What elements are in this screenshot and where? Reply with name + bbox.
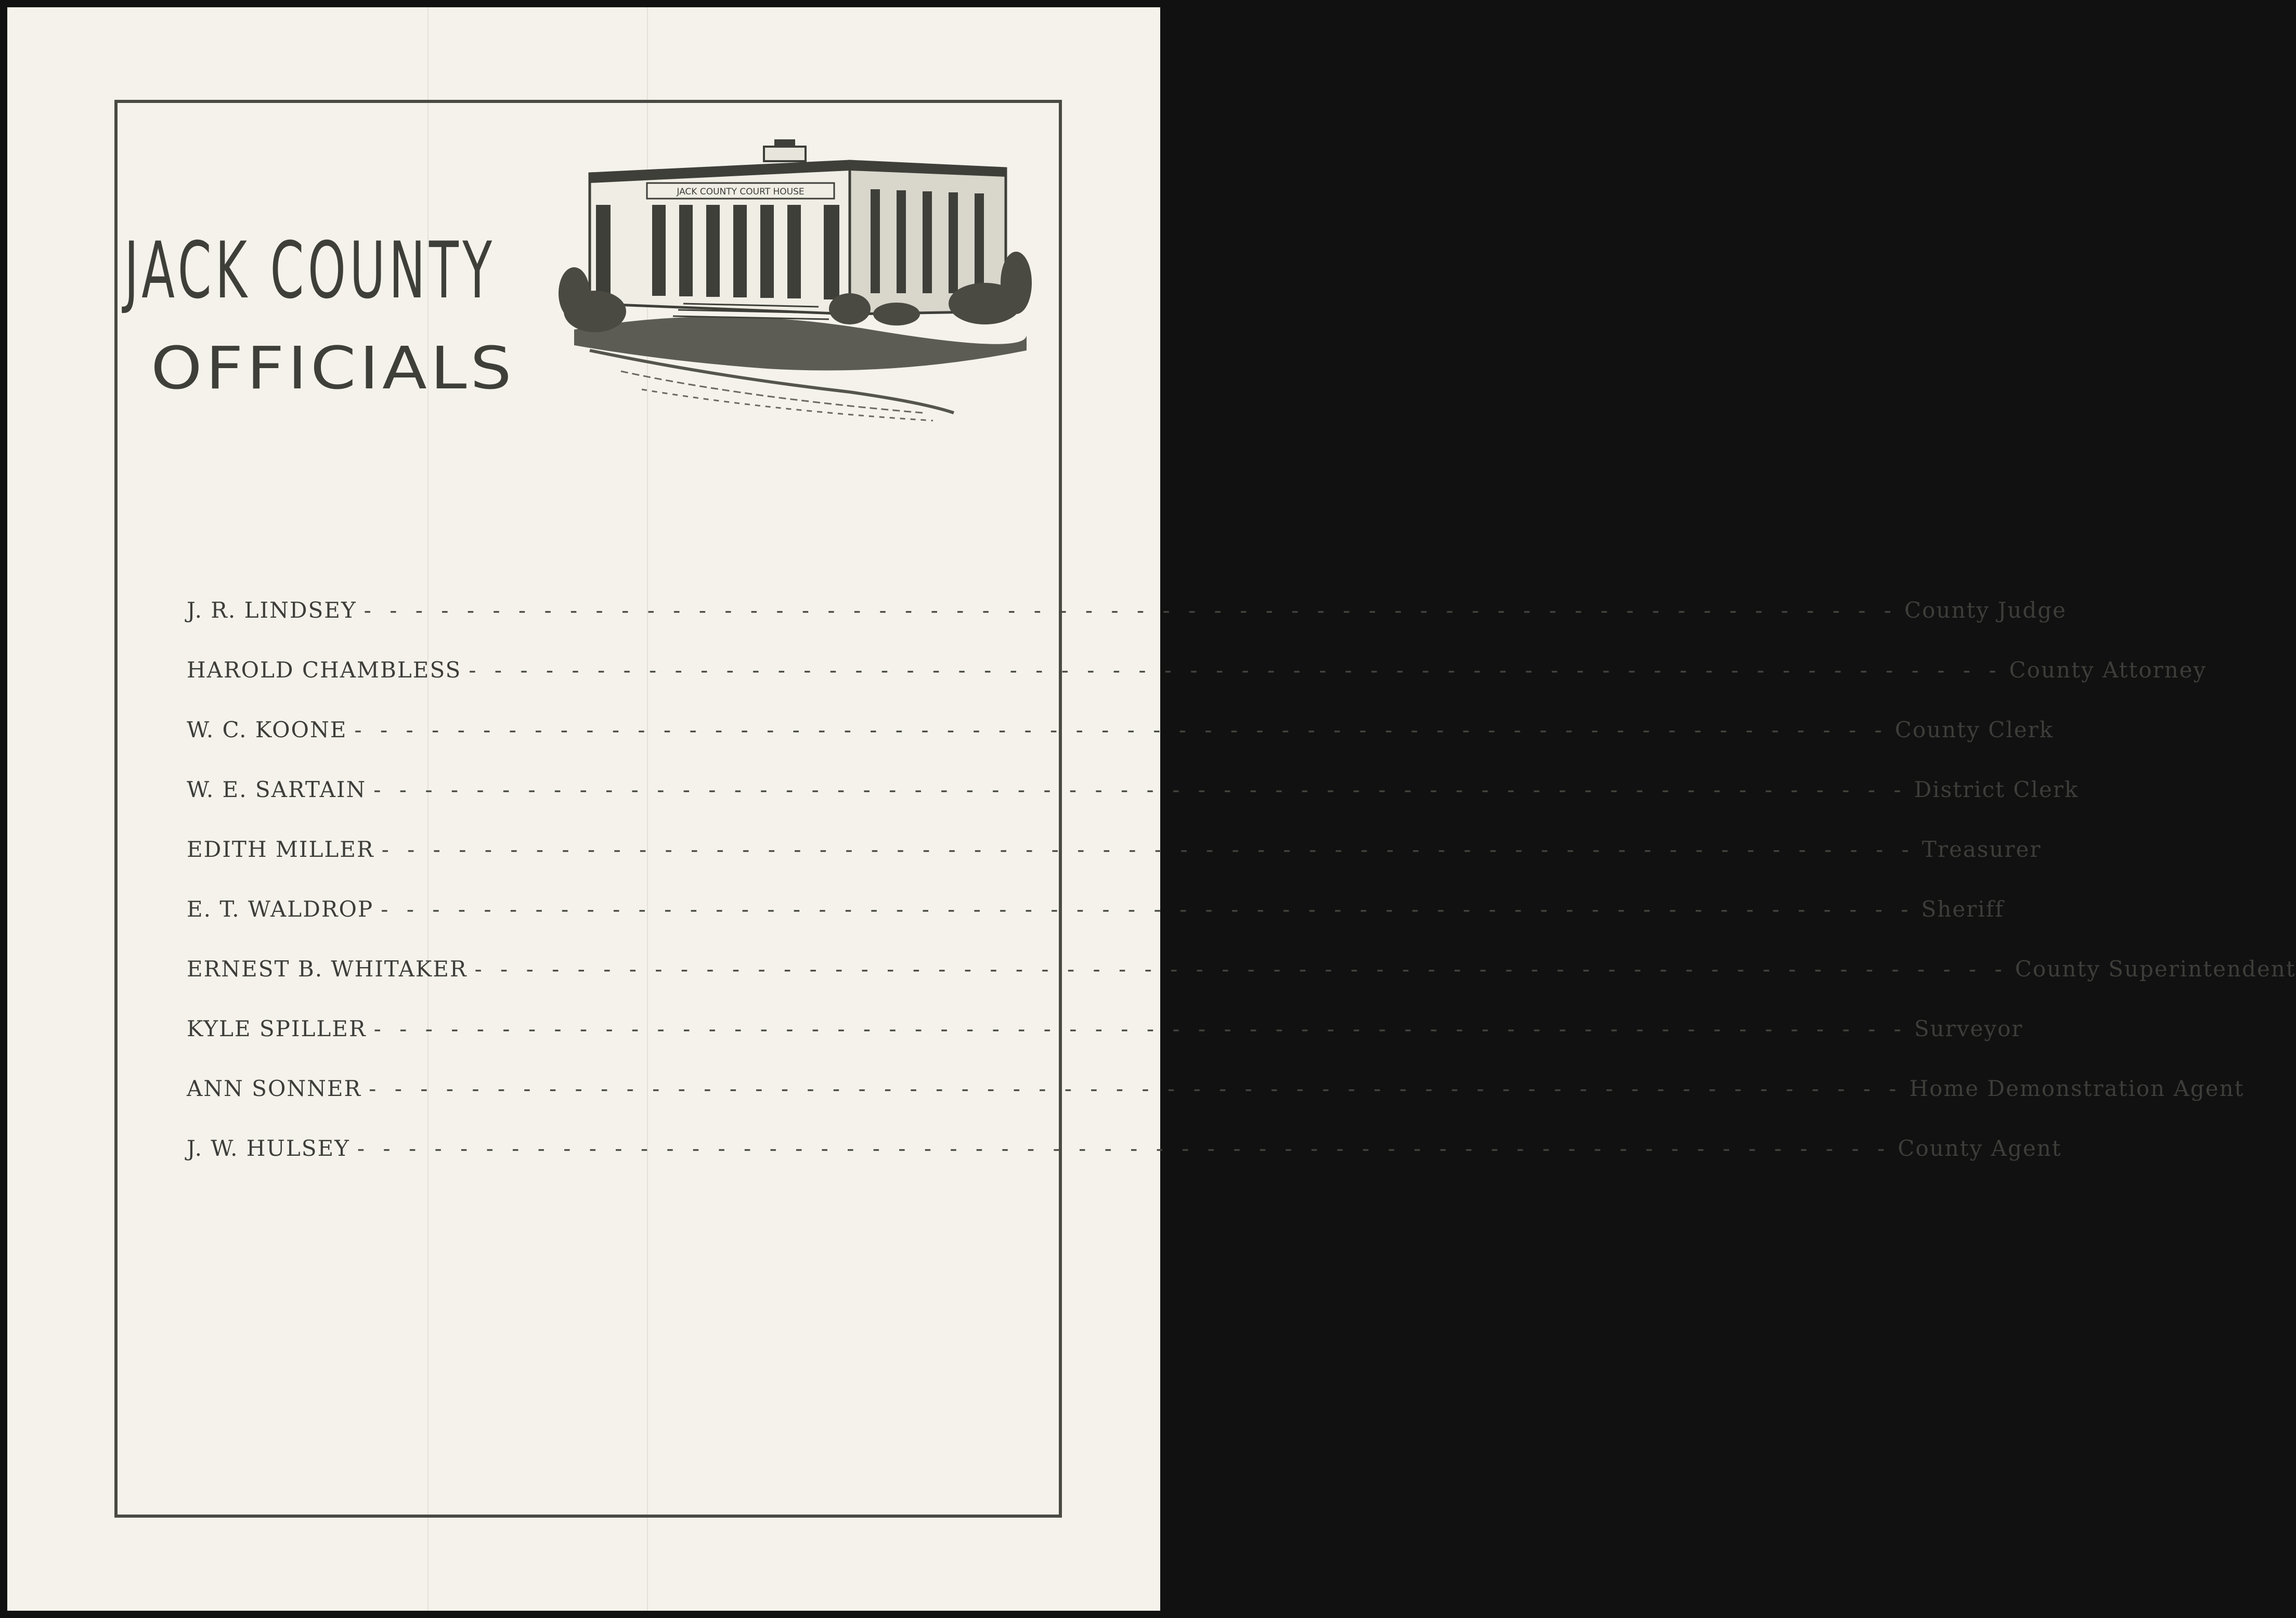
official-name: W. C. KOONE <box>187 717 347 742</box>
official-office: County Attorney <box>2009 657 2207 683</box>
official-row <box>187 1016 2023 1076</box>
official-row <box>187 1136 2062 1195</box>
dash-leader: - - - - - - - - - - - - - - - - - - - - - - - - - - - - - - - - - - - - - - - - - - - - - - - - - - - - - - - - - - - - <box>381 896 1914 922</box>
official-office: County Clerk <box>1895 717 2054 742</box>
official-row <box>187 657 2207 717</box>
official-office: County Superintendent <box>2015 956 2296 982</box>
official-row <box>187 1076 2245 1136</box>
official-office: Home Demonstration Agent <box>1909 1076 2245 1101</box>
dash-leader: - - - - - - - - - - - - - - - - - - - - - - - - - - - - - - - - - - - - - - - - - - - - - - - - - - - - - - - - - - - - <box>469 657 2002 683</box>
title-jack-county: JACK COUNTY <box>124 226 496 316</box>
title-officials: OFFICIALS <box>151 335 515 402</box>
dash-leader: - - - - - - - - - - - - - - - - - - - - - - - - - - - - - - - - - - - - - - - - - - - - - - - - - - - - - - - - - - - - <box>373 777 1907 802</box>
official-office: District Clerk <box>1914 777 2079 802</box>
dash-leader: - - - - - - - - - - - - - - - - - - - - - - - - - - - - - - - - - - - - - - - - - - - - - - - - - - - - - - - - - - - - <box>474 956 2008 982</box>
dash-leader: - - - - - - - - - - - - - - - - - - - - - - - - - - - - - - - - - - - - - - - - - - - - - - - - - - - - - - - - - - - - <box>364 597 1897 623</box>
official-name: KYLE SPILLER <box>187 1016 367 1041</box>
official-row <box>187 837 2042 896</box>
official-office: Surveyor <box>1914 1016 2023 1041</box>
official-row <box>187 777 2079 837</box>
official-name: J. W. HULSEY <box>187 1136 350 1161</box>
official-row <box>187 717 2054 777</box>
officials-list <box>187 597 2296 1195</box>
dash-leader: - - - - - - - - - - - - - - - - - - - - - - - - - - - - - - - - - - - - - - - - - - - - - - - - - - - - - - - - - - - - <box>354 717 1888 742</box>
official-name: HAROLD CHAMBLESS <box>187 657 462 683</box>
official-name: J. R. LINDSEY <box>187 597 357 623</box>
courthouse-illustration <box>559 132 1037 423</box>
official-name: ERNEST B. WHITAKER <box>187 956 468 982</box>
official-name: E. T. WALDROP <box>187 896 374 922</box>
official-row <box>187 597 2067 657</box>
official-name: EDITH MILLER <box>187 837 374 862</box>
official-row <box>187 896 2004 956</box>
official-office: County Judge <box>1904 597 2067 623</box>
official-office: County Agent <box>1898 1136 2062 1161</box>
official-office: Sheriff <box>1921 896 2004 922</box>
document-page <box>7 7 2296 1611</box>
dash-leader: - - - - - - - - - - - - - - - - - - - - - - - - - - - - - - - - - - - - - - - - - - - - - - - - - - - - - - - - - - - - <box>369 1076 1902 1101</box>
dash-leader: - - - - - - - - - - - - - - - - - - - - - - - - - - - - - - - - - - - - - - - - - - - - - - - - - - - - - - - - - - - - <box>381 837 1915 862</box>
dash-leader: - - - - - - - - - - - - - - - - - - - - - - - - - - - - - - - - - - - - - - - - - - - - - - - - - - - - - - - - - - - - <box>373 1016 1907 1041</box>
official-name: W. E. SARTAIN <box>187 777 367 802</box>
courthouse-sign-text: JACK COUNTY COURT HOUSE <box>677 187 805 197</box>
official-name: ANN SONNER <box>187 1076 362 1101</box>
official-office: Treasurer <box>1922 837 2042 862</box>
official-row <box>187 956 2296 1016</box>
dash-leader: - - - - - - - - - - - - - - - - - - - - - - - - - - - - - - - - - - - - - - - - - - - - - - - - - - - - - - - - - - - - <box>357 1136 1891 1161</box>
